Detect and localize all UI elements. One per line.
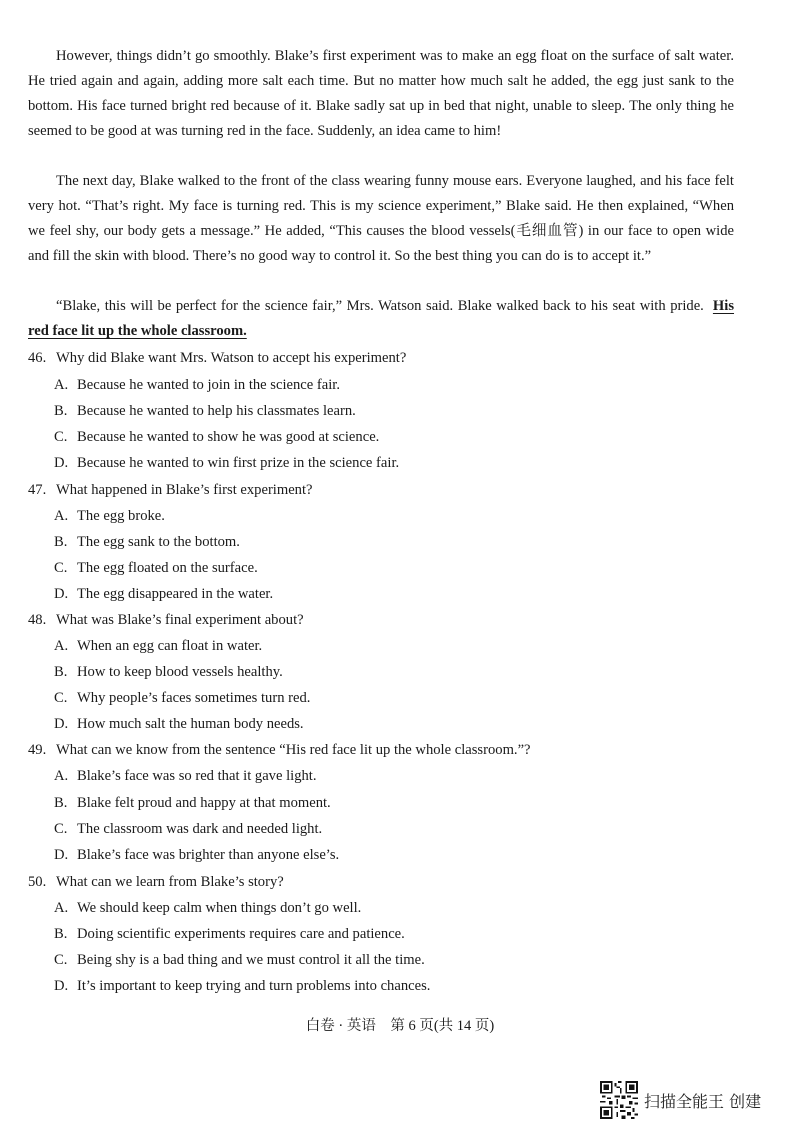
option-letter: C.	[54, 690, 68, 706]
question-text: What can we know from the sentence “His red face lit up the whole classroom.”?	[56, 742, 531, 758]
option-text: Blake’s face was so red that it gave light.	[77, 768, 317, 784]
option-text: Because he wanted to help his classmates learn.	[77, 403, 356, 419]
option-49-b	[54, 793, 744, 813]
question-47	[28, 480, 748, 500]
option-letter: B.	[54, 403, 68, 419]
option-text: The egg sank to the bottom.	[77, 534, 240, 550]
question-text: What happened in Blake’s first experiment?	[56, 482, 313, 498]
question-text: What can we learn from Blake’s story?	[56, 874, 284, 890]
option-48-a	[54, 636, 744, 656]
option-text: Because he wanted to show he was good at science.	[77, 429, 380, 445]
option-text: Blake felt proud and happy at that moment.	[77, 795, 331, 811]
option-letter: B.	[54, 795, 68, 811]
option-49-d	[54, 845, 744, 865]
option-text: Blake’s face was brighter than anyone else’s.	[77, 847, 340, 863]
question-number: 48.	[28, 612, 47, 628]
option-46-b	[54, 401, 744, 421]
option-letter: B.	[54, 664, 68, 680]
option-46-d	[54, 453, 744, 473]
option-letter: C.	[54, 821, 68, 837]
option-letter: D.	[54, 978, 69, 994]
option-letter: C.	[54, 429, 68, 445]
question-number: 47.	[28, 482, 47, 498]
scanner-watermark	[600, 1080, 790, 1120]
option-48-c	[54, 688, 744, 708]
option-47-c	[54, 558, 744, 578]
option-48-d	[54, 714, 744, 734]
option-text: How much salt the human body needs.	[77, 716, 304, 732]
option-letter: A.	[54, 508, 69, 524]
option-50-a	[54, 898, 744, 918]
option-text: It’s important to keep trying and turn problems into chances.	[77, 978, 431, 994]
option-text: How to keep blood vessels healthy.	[77, 664, 283, 680]
option-46-c	[54, 427, 744, 447]
option-47-d	[54, 584, 744, 604]
option-text: We should keep calm when things don’t go well.	[77, 900, 362, 916]
question-49	[28, 740, 748, 760]
option-46-a	[54, 375, 744, 395]
highlighted-sentence: His red face lit up the whole classroom.	[28, 298, 735, 339]
option-48-b	[54, 662, 744, 682]
question-number: 49.	[28, 742, 47, 758]
option-49-a	[54, 766, 744, 786]
option-letter: B.	[54, 534, 68, 550]
option-letter: D.	[54, 586, 69, 602]
passage-paragraph-1-text: However, things didn’t go smoothly. Blake’s first experiment was to make an egg float on the surface of salt water. He tried again and again, adding more salt each time. But no matter how much salt he added, the egg just sank to the bottom. His face turned bright red because of it. Blake sadly sat up in bed that night, unable to sleep. The only thing he seemed to be good at was turning red in the face. Suddenly, an idea came to him!	[28, 48, 734, 139]
option-letter: A.	[54, 377, 69, 393]
qr-code-icon	[600, 1081, 638, 1119]
option-letter: B.	[54, 926, 68, 942]
passage-paragraph-1	[28, 44, 734, 144]
option-text: When an egg can float in water.	[77, 638, 263, 654]
option-50-b	[54, 924, 744, 944]
question-text: Why did Blake want Mrs. Watson to accept his experiment?	[56, 350, 407, 366]
option-text: Because he wanted to join in the science fair.	[77, 377, 340, 393]
option-text: The egg broke.	[77, 508, 165, 524]
option-letter: C.	[54, 952, 68, 968]
question-50	[28, 872, 748, 892]
option-49-c	[54, 819, 744, 839]
option-letter: A.	[54, 768, 69, 784]
passage-paragraph-2-text: The next day, Blake walked to the front of the class wearing funny mouse ears. Everyone laughed, and his face felt very hot. “That’s right. My face is turning red. This is my science experiment,” Blake said. He then explained, “When we feel shy, our body gets a message.” He added, “This causes the blood vessels(毛细血管) in our face to open wide and fill the skin with blood. There’s no good way to control it. So the best thing you can do is to accept it.”	[28, 173, 734, 264]
option-50-c	[54, 950, 744, 970]
question-text: What was Blake’s final experiment about?	[56, 612, 304, 628]
passage-paragraph-3-text: “Blake, this will be perfect for the science fair,” Mrs. Watson said. Blake walked back to his seat with pride.	[56, 298, 704, 314]
option-letter: C.	[54, 560, 68, 576]
option-text: The egg floated on the surface.	[77, 560, 258, 576]
option-50-d	[54, 976, 744, 996]
option-letter: D.	[54, 847, 69, 863]
option-text: Being shy is a bad thing and we must control it all the time.	[77, 952, 425, 968]
option-text: The egg disappeared in the water.	[77, 586, 274, 602]
option-letter: D.	[54, 716, 69, 732]
option-letter: A.	[54, 638, 69, 654]
option-47-a	[54, 506, 744, 526]
option-text: Because he wanted to win first prize in the science fair.	[77, 455, 400, 471]
question-48	[28, 610, 748, 630]
scanner-watermark-text: 扫描全能王 创建	[644, 1091, 762, 1111]
option-47-b	[54, 532, 744, 552]
option-text: The classroom was dark and needed light.	[77, 821, 323, 837]
question-46	[28, 348, 748, 368]
option-text: Why people’s faces sometimes turn red.	[77, 690, 311, 706]
question-number: 50.	[28, 874, 47, 890]
option-letter: D.	[54, 455, 69, 471]
page-footer: 白卷 · 英语 第 6 页(共 14 页)	[305, 1018, 495, 1034]
option-letter: A.	[54, 900, 69, 916]
passage-paragraph-3	[28, 294, 734, 344]
question-number: 46.	[28, 350, 47, 366]
option-text: Doing scientific experiments requires care and patience.	[77, 926, 405, 942]
passage-paragraph-2	[28, 169, 734, 269]
